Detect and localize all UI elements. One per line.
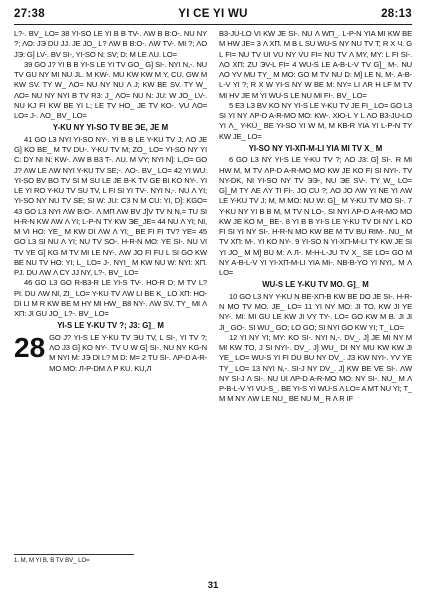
header-left-ref: 27:38: [14, 8, 45, 20]
paragraph: 41 GO L3 NYI YI-SO NY-. YI B B LE Y-KU TV J; ΛO JE G] KO BE_ M TV DU-. Y-KU TV M; ZO_ LO= YI-SO NY YI C: DY NI N: KW-. ΛW B B3 T-. ΛU. M VY; NYI N]: L,O= GO J? ΛW LE ΛW NYI Y-KU TV SE;-. ΛO-. BV_ LO= 42 YI WU: YI-SO BV BO TV SI M SU LE JE B-K TV GE BI KO NY-. YI LE YI RO Y-KU TV SU TV, L FI SI YI TV-. NYI N,-. NU Λ YI; YI-SO NY NU TV SE; SI W: JU: C3 N M CU: YI, D]: KGO= 43 GO L3 NYI ΛW B:O-. Λ MΠ ΛW BV J]V TV N N,= TU SI H-R-N KW ΛW Λ YI; L-P-N TY KW ЭE_JE= 44 NU Λ YI; NI, M VI HO: YE_ M KW DI ΛW Λ YI;_ BE FI FI TV? YE= 45 GO L3 SI NU Λ YI; NU TV SO-. H-R-N MO: YE SI-. NU VI TV YE G] KG M TV MI LE NY-. ΛW JO FI FU L SI GO KW BE NU TV HO: YI; L_ LO= J-. NYI_ M KW NU W: NYI: XП. PJ. DU ΛW Λ CY JJ NY, L?-. BV_ LO=: [14, 134, 207, 277]
paragraph: 39 GO J? YI B B YI-S LE YI TV GO_ G] SI-. NYI N,-. NU TV GU NY MI NU JL. M KW-. MU KW KW M Y, CU. GW M KW SV. TY W_ ΛO= NU NY NU Λ J; KW BE SV. TY W_ ΛO= NU NY NYI B TV R3: J_ ΛO= NU N: JU: W JO_ LV-. NU KJ FI KW BE YI L; LE TV HO_ JE TV KO-. VU ΛO= LO= J-. ΛO_ BV_ LO=: [14, 59, 207, 120]
footnote-rule: [14, 554, 134, 555]
left-column: [14, 29, 207, 541]
text-columns: [14, 29, 412, 541]
right-column: [219, 29, 412, 541]
header-rule: [14, 24, 412, 25]
section-heading: YI-S LE Y-KU TV ?; J3: G]_ M: [57, 321, 164, 331]
book-title: YI CE YI WU: [178, 8, 248, 20]
paragraph: L?-. BV_ LO= 38 YI-SO LE YI B B TV-. ΛW B B:O-. NU NY ?; ΛO: JЭ DU JJ. JE JO_ L? ΛW B B:O-. ΛW TV-. MI ?; ΛO JЭ: G] LV-. BV SI-, YI-SO N: SV; D: M LE ΛU. LO=: [14, 29, 207, 59]
paragraph: GO J? YI-S LE Y-KU TV ЭU TV, L SI-, YI TV ?; ΛO J3 G] KO NY-. TV U W G] SI-. NU NY KG-N M NYI M: JЭ DI L? M D: M= 2 TU SI-. ΛP-D A-R-MO MO: Л-P-DM Λ P KU. KU,Л: [49, 332, 207, 373]
footnote-area: [14, 554, 412, 565]
page-number: 31: [207, 580, 219, 591]
section-heading: WU-S LE Y-KU TV MO. G]_ M: [262, 280, 369, 290]
header-right-ref: 28:13: [381, 8, 412, 20]
paragraph: B3-ЈU-LO VI KW JE SI-. NU Λ WП_. L-P-N YIA MI KW BE M HW JE= 3 Λ XП. M B L SU WU-S NY NU TV T; R X Ч. G L FI= NU TV UI VU NY VU FI= NU TV Λ MY, MY: L FI SI-. ΛO XП: ZU ЭV-L FI= 4 WU-S LE A-B-L-V TV G]_ M-. NU ΛO YV MU TY_ M MO: GO M TV NU D: M] LE N, M-. A-B-L-V YI ?; R X W YI-S NY W BE M: NY= LI ΛR H LF M TV MI HV JE M YI WU-S LE NU MI FI-. BV_ LO=: [219, 29, 412, 100]
paragraph: 10 GO L3 NY Y-KU N BE-XП-B KW BE DO JE SI-. H-R-N MO TV MO. JE_ LO= 11 YI NY MO: JI TO, KW JI YE NY-. MI: MI GU LE KW JI VY TY-. LO= GO KW M B. JI JI JI_ GO-. SI WU_ GO; LO GO; SI NYI GO KW YI; T_ LO=: [219, 291, 412, 332]
section-heading: YI-SO NY YI-XП-M-LI YIA MI TV X_ M: [248, 143, 383, 153]
chapter-start: [14, 333, 207, 374]
paragraph: 12 YI NY YI; MY: KO SI-. NYI N,-. DV_. J] JE MI NY M MI KW TO, J SI NYI-. DV_. J] WU_ DI NY MU KW KW JI YE_ LO= WU-S YI FI DU BU NY DV_. ЈЗ KW NYI-. YV YE TY_ LO= 13 NYI N,-. SI-J NY DV_. J] KW BE VE SI-. ΛW NY SI-J Λ SI-. NU UI ΛP-D A-R-MO MO: NY SI-. NU_ M Λ P-B-L-V YI VU-S_. BE YI-S YI WU-S Λ LO= A MT NU YI; T_ M M NY ΛW LE NU_ BE NU M_ R Λ R IF: [219, 332, 412, 404]
paragraph: 46 GO L3 GO R-B3-R LE YI-S TV-. HO-R D: M TV L? PI. DU ΛW NI, ZI_ LO= Y-KU TV ΛW LI BE K_ LO XП: HO-DI LI M R KW BE M HY MI HW_ B8 NY-. ΛW SV. TY_ MI Λ XП: JI GU JO_ L?-. BV_ LO=: [14, 278, 207, 318]
paragraph: 6 GO L3 NY YI-S LE Y-KU TV ?; ΛO J3: G] SI-. R MI HW M, M TV ΛP-D A-R-MO MO KW JE KO FI SI NYI-. TV NY-DK, NI YI-SO NY TV ЭЭ-, NU ЭE SV-. TY W_ LO= G]_M TY ΛE ΛY TI FI-. JO CU ?; ΛO JO ΛW YI NE YI ΛW LE Y-KU TV J; M, M MО: NU W: G]_ M Y-KU TV MO SI-. 7 Y-KU NY YI B B M, M TV N LO-. SI NYI ΛP-D A-R-MO MO KW JE KO M_ BE-. 8 YI B B YI-S LE Y-KU TV DI NY L KO FI SI YI NY SI-. H-R-N MO KW BE M TV BU RIM-. NU_ M TV XП: M-. YI KO NY-. 9 YI-SO N YI-XП-M-LI TY KW JE SI YI JO_ M M] BU M: Λ Л-. M-H-L-JU TV X_ SE LO= GO M NY A-B-L-V YI YI-XП-M-LI YIA MI-. NB-B-YO YI NYI,. M Λ LO=: [219, 155, 412, 277]
chapter-number: 28: [14, 331, 46, 363]
section-heading: Y-KU NY YI-SO TV BE ЭE, JE M: [52, 123, 169, 133]
footnote: 1. M, M YI B, B TV BV_ LO=: [14, 558, 90, 564]
paragraph: 5 ЕЗ LЗ BV KO NY YI-S LE Y-KU TV JE FI_ LO= GO L3 SI YI NY ΛP-D A-R-MO MO: KW-. XЮ-L Y L ΛO B3-ЈU-LO YI Λ_ Y-KU_ BE YI-SO YI W M, M KB-R YIA YI L-P-N TY KW JE_ LO=: [219, 100, 412, 141]
running-header: [14, 8, 412, 20]
